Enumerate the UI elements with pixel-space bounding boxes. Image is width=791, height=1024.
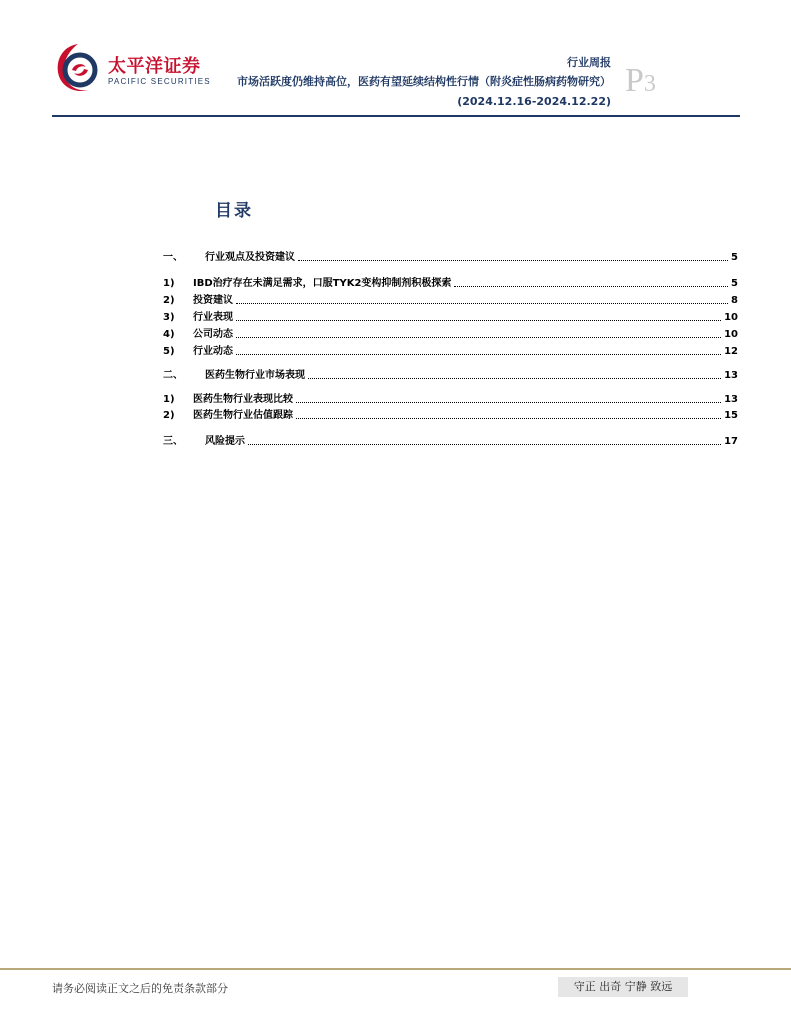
disclaimer-note: 请务必阅读正文之后的免责条款部分 [52, 982, 228, 995]
toc-entry-number: 二、 [163, 370, 183, 381]
toc-entry-number: 2) [163, 295, 175, 306]
toc-entry-page: 12 [724, 346, 738, 357]
toc-entry-page: 15 [724, 410, 738, 421]
toc-entry[interactable] [163, 406, 738, 422]
toc-leader-dots [236, 295, 728, 304]
toc-entry[interactable] [163, 248, 738, 264]
toc-entry-label: 医药生物行业市场表现 [205, 370, 305, 381]
toc-entry-number: 4) [163, 329, 175, 340]
toc-entry[interactable] [163, 308, 738, 324]
toc-entry[interactable] [163, 432, 738, 448]
toc-entry-label: 投资建议 [193, 295, 233, 306]
toc-entry[interactable] [163, 390, 738, 406]
toc-entry-number: 一、 [163, 252, 183, 263]
brand-name-en: PACIFIC SECURITIES [108, 77, 211, 86]
toc-entry-number: 三、 [163, 436, 183, 447]
brand-name-cn: 太平洋证券 [108, 56, 201, 77]
toc-entry-page: 10 [724, 329, 738, 340]
report-type: 行业周报 [567, 56, 611, 69]
page-number-mark [625, 62, 656, 100]
toc-entry[interactable] [163, 325, 738, 341]
page-letter: P [625, 62, 644, 99]
toc-leader-dots [308, 370, 721, 379]
toc-entry-label: 行业表现 [193, 312, 233, 323]
toc-leader-dots [248, 436, 721, 445]
toc-entry-page: 17 [724, 436, 738, 447]
report-title: 市场活跃度仍维持高位，医药有望延续结构性行情（附炎症性肠病药物研究）(2024.12.16-2024.12.22) [237, 75, 611, 108]
toc-leader-dots [298, 252, 728, 261]
toc-leader-dots [236, 346, 721, 355]
toc-entry-page: 8 [731, 295, 738, 306]
footer-divider [0, 968, 791, 970]
toc-leader-dots [454, 278, 728, 287]
toc-entry-label: 医药生物行业表现比较 [193, 394, 293, 405]
toc-entry-page: 5 [731, 252, 738, 263]
toc-entry-page: 13 [724, 370, 738, 381]
toc-entry-page: 13 [724, 394, 738, 405]
toc-entry-label: 行业观点及投资建议 [205, 252, 295, 263]
toc-entry[interactable] [163, 291, 738, 307]
toc-entry-label: 医药生物行业估值跟踪 [193, 410, 293, 421]
toc-entry-number: 3) [163, 312, 175, 323]
toc-entry-page: 5 [731, 278, 738, 289]
toc-leader-dots [296, 394, 721, 403]
toc-entry-number: 1) [163, 278, 175, 289]
header-divider [52, 115, 740, 117]
toc-entry-page: 10 [724, 312, 738, 323]
toc-entry-number: 1) [163, 394, 175, 405]
company-logo [52, 40, 212, 98]
page-number: 3 [643, 71, 656, 97]
toc-entry-number: 5) [163, 346, 175, 357]
toc-leader-dots [236, 312, 721, 321]
toc-entry[interactable] [163, 342, 738, 358]
toc-heading: 目录 [215, 201, 253, 221]
toc-entry-label: 行业动态 [193, 346, 233, 357]
toc-entry-label: 风险提示 [205, 436, 245, 447]
toc-entry[interactable] [163, 366, 738, 382]
toc-entry[interactable] [163, 274, 738, 290]
pacific-securities-logo-icon [52, 40, 104, 96]
toc-leader-dots [296, 410, 721, 419]
company-motto: 守正 出奇 宁静 致远 [558, 977, 688, 997]
page-header [0, 0, 791, 120]
toc-entry-label: 公司动态 [193, 329, 233, 340]
toc-leader-dots [236, 329, 721, 338]
toc-entry-label: IBD治疗存在未满足需求，口服TYK2变构抑制剂积极探索 [193, 278, 452, 289]
toc-entry-number: 2) [163, 410, 175, 421]
